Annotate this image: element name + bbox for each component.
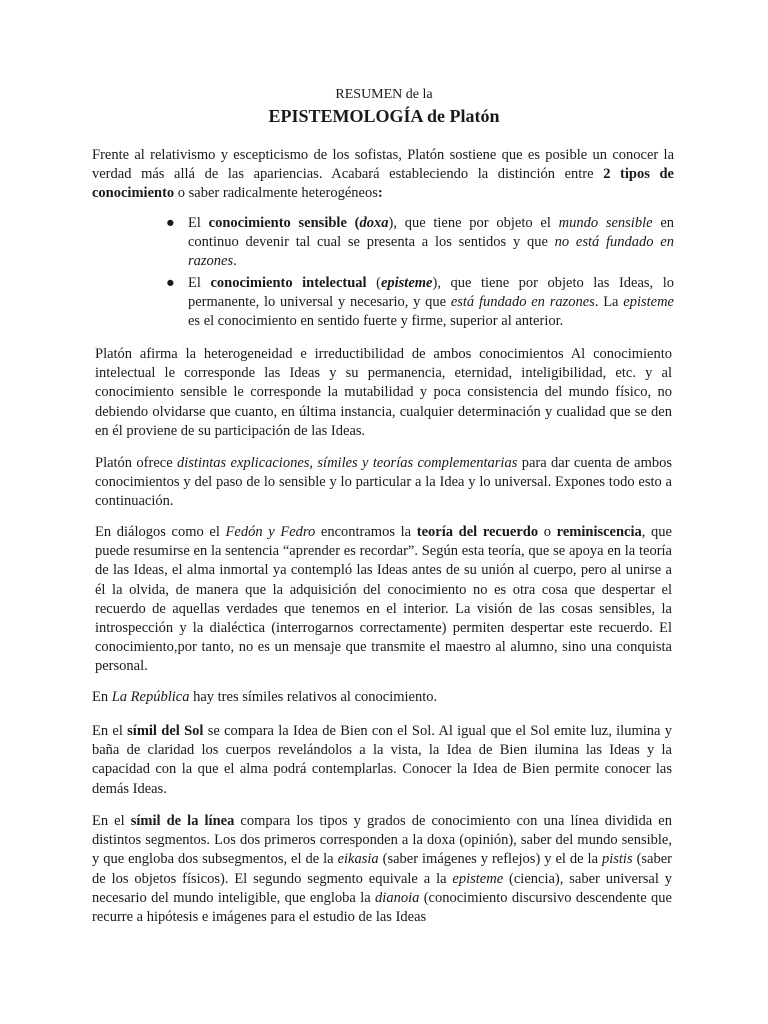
b1-mundo: mundo sensible [558, 215, 653, 231]
paragraph-reminiscencia [95, 523, 672, 677]
p4-text-3: encontramos la [315, 524, 417, 540]
b2-term: conocimiento intelectual [210, 274, 367, 291]
b1-paren: ( [346, 215, 360, 231]
p5-text-3: hay tres símiles relativos al conocimiento. [189, 689, 438, 705]
p7-text-11: (conocimiento discursivo descendente que recurre a hipótesis e imágenes para el estudio de las Ideas [92, 889, 672, 926]
b2-paren: ( [366, 274, 381, 291]
b1-no-fundado: no está fundado en razones [188, 234, 674, 270]
b1-text-5: ), que tiene por objeto el [388, 215, 559, 231]
p3-italic: distintas explicaciones, símiles y teorías complementarias [177, 455, 518, 471]
bullet-dot-icon: ● [166, 215, 175, 231]
p4-dialogos: Fedón y Fedro [225, 524, 316, 540]
intro-bold-term: 2 tipos de conocimiento [92, 166, 674, 202]
knowledge-types-list [166, 214, 674, 333]
paragraph-simil-sol [92, 722, 672, 799]
p3-text-1: Platón ofrece [95, 455, 177, 471]
p7-episteme: episteme [452, 870, 504, 887]
b2-text-7: . La [594, 293, 624, 310]
p6-text-1: En el [92, 723, 128, 739]
p4-text-1: En diálogos como el [95, 524, 226, 540]
intro-text-1: Frente al relativismo y escepticismo de los sofistas, Platón sostiene que es posible un conocer la verdad más allá de las apariencias. Acabará estableciendo la distinción entre [92, 147, 674, 183]
b2-text-9: es el conocimiento en sentido fuerte y firme, superior al anterior. [188, 313, 564, 330]
document-subtitle: RESUMEN de la [335, 87, 433, 102]
b1-period: . [233, 253, 237, 270]
p5-text-1: En [92, 689, 112, 705]
p4-reminiscencia: reminiscencia [556, 524, 642, 540]
paragraph-republica [92, 688, 672, 707]
b1-term: conocimiento sensible [208, 215, 347, 231]
p7-text-5: (saber imágenes y reflejos) y el de la [378, 851, 602, 868]
p4-teoria: teoría del recuerdo [416, 524, 539, 540]
p7-text-7: (saber de los objetos físicos). El segundo segmento equivale a la [92, 851, 672, 887]
intro-text-3: o saber radicalmente heterogéneos [174, 185, 378, 202]
paragraph-explicaciones [95, 454, 672, 512]
b1-text-7: en continuo devenir tal cual se presenta a los sentidos y que [188, 215, 675, 251]
p6-simil-sol: símil del Sol [127, 723, 204, 739]
p7-text-1: En el [92, 813, 131, 829]
p4-text-7: , que puede resumirse en la sentencia “aprender es recordar”. Según esta teoría, que se apoya en la teoría de las Ideas, el alma inmortal ya contempló las Ideas antes de su unión al cuerpo, pero al unirse a él la olvida, de manera que la adquisición del conocimiento no es otra cosa que despertar el recuerdo de aquellas verdades que tenemos en el interior. La visión de las cosas sensibles, la introspección y la dialéctica (interrogarnos correctamente) permiten despertar este recuerdo. El conocimiento,por tanto, no es un mensaje que transmite el maestro al alumno, sino una conquista personal. [95, 524, 672, 675]
p7-simil-linea: símil de la línea [130, 813, 235, 829]
bullet-dot-icon: ● [166, 274, 175, 291]
list-item-sensible [166, 214, 674, 272]
p7-text-9: (ciencia), saber universal y necesario del mundo inteligible, que engloba la [92, 870, 673, 906]
document-title: EPISTEMOLOGÍA de Platón [268, 106, 500, 126]
p7-eikasia: eikasia [337, 851, 379, 868]
p7-text-3: compara los tipos y grados de conocimiento con una línea dividida en distintos segmentos. Los dos primeros corresponden a la doxa (opinión), saber del mundo sensible, y que engloba dos subsegmentos, el de la [92, 813, 672, 868]
p4-text-5: o [538, 524, 557, 540]
b2-text-5: ), que tiene por objeto las Ideas, lo permanente, lo universal y necesario, y que [188, 274, 674, 310]
p7-pistis: pistis [601, 851, 633, 868]
b2-episteme: episteme [380, 274, 433, 291]
p3-text-3: para dar cuenta de ambos conocimientos y del paso de lo sensible y lo particular a la Idea y lo universal. Expones todo esto a continuación. [95, 455, 673, 510]
p7-dianoia: dianoia [375, 889, 420, 906]
paragraph-simil-linea [92, 812, 672, 927]
paragraph-heterogeneidad: Platón afirma la heterogeneidad e irreductibilidad de ambos conocimientos Al conocimiento intelectual le corresponde las Ideas y su permanencia, eternidad, inteligibilidad, etc. y al conocimiento sensible le corresponde la mutabilidad y poca consistencia del mundo físico, no debiendo olvidarse que cuanto, en última instancia, cualquier determinación y cualidad que se den en él proviene de su participación de las Ideas. [95, 346, 672, 439]
intro-colon: : [377, 185, 383, 202]
b2-episteme-2: episteme [623, 293, 674, 310]
list-item-intelectual [166, 274, 674, 332]
b1-doxa: doxa [359, 215, 389, 231]
p5-republica: La República [111, 689, 190, 705]
p6-text-3: se compara la Idea de Bien con el Sol. Al igual que el Sol emite luz, ilumina y baña de claridad los cuerpos revelándolos a la vista, la Idea de Bien ilumina las Ideas y la capacidad con la que el alma podrá contemplarlas. Conocer la Idea de Bien permite conocer las demás Ideas. [92, 723, 672, 797]
b1-text-1: El [188, 215, 209, 231]
b2-fundado: está fundado en razones [450, 293, 595, 310]
intro-paragraph [92, 146, 674, 204]
b2-text-1: El [188, 274, 211, 291]
